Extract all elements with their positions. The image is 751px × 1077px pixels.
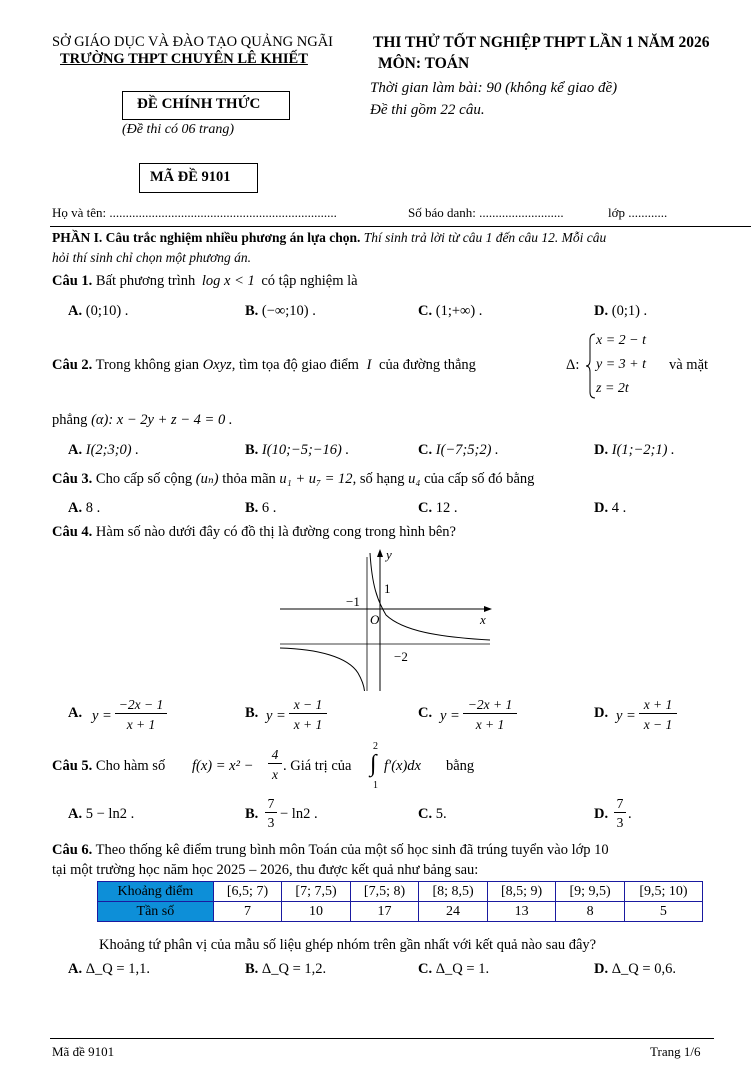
- option-text: 5.: [435, 806, 447, 822]
- question-3: [52, 471, 534, 488]
- option-letter: C.: [418, 303, 433, 319]
- question-2: [52, 357, 476, 374]
- option-text: I(−7;5;2) .: [435, 442, 499, 458]
- q3-option-a[interactable]: [68, 500, 100, 517]
- option-letter: A.: [68, 303, 83, 319]
- option-letter: A.: [68, 961, 83, 977]
- question-5: [52, 758, 165, 775]
- table-cell: [7; 7,5): [282, 882, 351, 902]
- option-letter: A.: [68, 500, 83, 516]
- q2-option-b[interactable]: [245, 442, 349, 459]
- part1-instructions-2: hỏi thí sinh chỉ chọn một phương án.: [52, 250, 252, 265]
- table-row: [98, 882, 703, 902]
- q4-option-c[interactable]: [418, 705, 432, 722]
- official-label: ĐỀ CHÍNH THỨC: [137, 96, 261, 112]
- official-box: [122, 91, 290, 120]
- option-letter: A.: [68, 806, 83, 822]
- q1-option-a[interactable]: [68, 303, 128, 320]
- table-cell: 13: [487, 902, 556, 922]
- option-letter: A.: [68, 705, 83, 721]
- q5-integrand: f′(x)dx: [384, 758, 421, 774]
- q4-option-b[interactable]: [245, 705, 258, 722]
- q2-option-c[interactable]: [418, 442, 499, 459]
- question-6: [52, 842, 609, 859]
- q5-d-num: 7: [614, 796, 626, 813]
- footer-divider: [50, 1038, 714, 1039]
- department-name: SỞ GIÁO DỤC VÀ ĐÀO TẠO QUẢNG NGÃI: [52, 34, 334, 50]
- table-cell: [6,5; 7): [213, 882, 282, 902]
- graph-origin-label: O: [370, 612, 380, 627]
- option-letter: B.: [245, 442, 259, 458]
- q5-option-b[interactable]: [245, 806, 258, 823]
- table-cell: 17: [350, 902, 419, 922]
- school-name: TRƯỜNG THPT CHUYÊN LÊ KHIẾT: [60, 51, 308, 67]
- q4-b-numerator: x − 1: [289, 697, 327, 714]
- q1-text2: có tập nghiệm là: [261, 273, 358, 289]
- q2-plane-eq: (α): x − 2y + z − 4 = 0 .: [91, 412, 233, 428]
- q5-b-num: 7: [265, 796, 277, 813]
- q5-option-d[interactable]: [594, 806, 608, 823]
- q5-text: Cho hàm số: [95, 758, 166, 774]
- frequency-table: [97, 881, 703, 922]
- table-cell: [9,5; 10): [624, 882, 702, 902]
- exam-code-box: [139, 163, 258, 193]
- q6-option-b[interactable]: [245, 961, 326, 978]
- q1-text: Bất phương trình: [95, 273, 196, 289]
- exam-title: THI THỬ TỐT NGHIỆP THPT LẦN 1 NĂM 2026: [373, 34, 710, 51]
- class-field: lớp ............: [608, 205, 668, 220]
- q6-line1: Theo thống kê điểm trung bình môn Toán của một số học sinh đã trúng tuyển vào lớp 10: [95, 842, 609, 858]
- q2-text2: , tìm tọa độ giao điểm: [231, 357, 359, 373]
- q2-point: I: [366, 357, 372, 373]
- option-letter: D.: [594, 705, 609, 721]
- table-cell: 8: [556, 902, 625, 922]
- table-cell: [8; 8,5): [419, 882, 488, 902]
- q3-text: Cho cấp số cộng: [95, 471, 193, 487]
- q1-math: log x < 1: [201, 273, 255, 289]
- q4-option-a[interactable]: [68, 705, 82, 722]
- question-count: Đề thi gồm 22 câu.: [370, 102, 485, 118]
- question-1: [52, 273, 358, 290]
- q5-d-den: 3: [616, 815, 624, 830]
- table-cell: 10: [282, 902, 351, 922]
- q4-option-d[interactable]: [594, 705, 608, 722]
- q2-oxyz: Oxyz: [202, 357, 232, 373]
- option-text: 12 .: [435, 500, 458, 516]
- option-text: I(1;−2;1) .: [611, 442, 675, 458]
- option-text: Δ_Q = 1,2.: [261, 961, 327, 977]
- part1-instructions: Thí sinh trả lời từ câu 1 đến câu 12. Mỗi câu: [360, 230, 607, 245]
- q5-text2: . Giá trị của: [283, 758, 352, 774]
- option-text: 8 .: [85, 500, 101, 516]
- option-text: Δ_Q = 1,1.: [85, 961, 150, 977]
- table-cell: [9; 9,5): [556, 882, 625, 902]
- option-letter: D.: [594, 500, 609, 516]
- table-cell: 7: [213, 902, 282, 922]
- option-letter: B.: [245, 806, 259, 822]
- q4-c-numerator: −2x + 1: [463, 697, 517, 714]
- q3-option-b[interactable]: [245, 500, 276, 517]
- q6-option-c[interactable]: [418, 961, 489, 978]
- q5-int-bot: 1: [373, 780, 378, 791]
- q4-d-numerator: x + 1: [639, 697, 677, 714]
- q4-label: Câu 4.: [52, 524, 93, 540]
- time-note: Thời gian làm bài: 90 (không kể giao đề): [370, 80, 618, 96]
- header-divider: [50, 226, 751, 227]
- q4-c-y: y =: [440, 708, 460, 724]
- option-letter: B.: [245, 303, 259, 319]
- q4-a-y: y =: [92, 708, 112, 724]
- q1-option-c[interactable]: [418, 303, 482, 320]
- table-cell: 5: [624, 902, 702, 922]
- q3-option-d[interactable]: [594, 500, 626, 517]
- q3-text3: , số hạng: [352, 471, 405, 487]
- q3-text2: thỏa mãn: [222, 471, 276, 487]
- q4-a-numerator: −2x − 1: [115, 697, 167, 714]
- option-text: 5 − ln2 .: [85, 806, 135, 822]
- q5-label: Câu 5.: [52, 758, 93, 774]
- table-header-cell: Khoảng điểm: [98, 882, 214, 902]
- curve-right-branch: [370, 553, 490, 640]
- part1-title: PHẦN I. Câu trắc nghiệm nhiều phương án lựa chọn.: [52, 230, 361, 245]
- question-4: [52, 524, 456, 541]
- q1-option-b[interactable]: [245, 303, 316, 320]
- pages-note: (Đề thi có 06 trang): [122, 122, 234, 137]
- option-letter: B.: [245, 961, 259, 977]
- q4-text: Hàm số nào dưới đây có đồ thị là đường cong trong hình bên?: [95, 524, 456, 540]
- graph-x-label: x: [480, 612, 486, 627]
- table-cell: [8,5; 9): [487, 882, 556, 902]
- q5-frac-den: x: [272, 767, 278, 782]
- exam-code-label: MÃ ĐỀ 9101: [150, 169, 231, 185]
- option-letter: D.: [594, 961, 609, 977]
- q6-label: Câu 6.: [52, 842, 93, 858]
- graph-neg2-label: −2: [394, 649, 408, 664]
- footer-exam-code: Mã đề 9101: [52, 1044, 115, 1059]
- option-letter: D.: [594, 442, 609, 458]
- option-letter: C.: [418, 961, 433, 977]
- q5-option-c[interactable]: [418, 806, 447, 823]
- q4-a-denominator: x + 1: [126, 717, 156, 732]
- graph-pos1-label: 1: [384, 581, 391, 596]
- q5-text3: bằng: [446, 758, 475, 774]
- q5-d-dot: .: [628, 806, 632, 822]
- option-text: I(10;−5;−16) .: [261, 442, 350, 458]
- option-text: Δ_Q = 0,6.: [611, 961, 676, 977]
- q2-text4: và mặt: [669, 357, 709, 373]
- q2-plane-word: phẳng: [52, 412, 88, 428]
- subject-label: MÔN: TOÁN: [378, 55, 470, 72]
- q6-option-a[interactable]: [68, 961, 150, 978]
- y-axis-arrow-icon: [377, 549, 383, 557]
- q2-system-3: z = 2t: [596, 381, 629, 396]
- q3-sequence: (uₙ): [195, 471, 219, 487]
- student-id-field: Số báo danh: ..........................: [408, 205, 564, 220]
- table-cell: 24: [419, 902, 488, 922]
- q1-label: Câu 1.: [52, 273, 93, 289]
- q4-d-y: y =: [616, 708, 636, 724]
- q4-graph: [278, 545, 500, 693]
- q2-plane-line: [52, 412, 232, 429]
- footer-page-number: Trang 1/6: [650, 1044, 701, 1059]
- option-text: (1;+∞) .: [435, 303, 483, 319]
- student-name-field: Họ và tên: ......................................................................: [52, 205, 337, 220]
- q2-option-d[interactable]: [594, 442, 675, 459]
- option-letter: A.: [68, 442, 83, 458]
- q6-line2: tại một trường học năm học 2025 – 2026, thu được kết quả như bảng sau:: [52, 862, 479, 878]
- q2-option-a[interactable]: [68, 442, 139, 459]
- option-letter: C.: [418, 500, 433, 516]
- q5-b-tail: − ln2 .: [280, 806, 318, 822]
- q2-label: Câu 2.: [52, 357, 93, 373]
- q5-option-a[interactable]: [68, 806, 134, 823]
- q4-b-y: y =: [266, 708, 286, 724]
- q1-option-d[interactable]: [594, 303, 647, 320]
- part1-heading: [52, 230, 606, 246]
- q5-b-den: 3: [267, 815, 275, 830]
- q3-label: Câu 3.: [52, 471, 93, 487]
- option-text: (0;1) .: [611, 303, 648, 319]
- option-text: 6 .: [261, 500, 277, 516]
- option-text: Δ_Q = 1.: [435, 961, 490, 977]
- option-letter: C.: [418, 705, 433, 721]
- graph-y-label: y: [386, 547, 392, 562]
- option-letter: D.: [594, 806, 609, 822]
- q2-text3: của đường thẳng: [379, 357, 476, 373]
- q5-function: f(x) = x² −: [192, 758, 254, 774]
- q2-delta: Δ:: [566, 357, 580, 373]
- q4-b-denominator: x + 1: [293, 717, 323, 732]
- q3-condition: u₁ + u₇ = 12: [279, 471, 353, 487]
- option-text: I(2;3;0) .: [85, 442, 139, 458]
- q2-system-1: x = 2 − t: [596, 333, 646, 348]
- q2-text: Trong không gian: [95, 357, 200, 373]
- curve-left-branch: [280, 648, 365, 691]
- q3-text4: của cấp số đó bằng: [424, 471, 535, 487]
- option-letter: D.: [594, 303, 609, 319]
- option-text: 4 .: [611, 500, 627, 516]
- option-text: (−∞;10) .: [261, 303, 316, 319]
- q2-system-2: y = 3 + t: [596, 357, 646, 372]
- q3-term: u₄: [408, 471, 421, 487]
- q4-c-denominator: x + 1: [475, 717, 505, 732]
- option-letter: C.: [418, 806, 433, 822]
- q6-question: Khoảng tứ phân vị của mẫu số liệu ghép nhóm trên gần nhất với kết quả nào sau đây?: [99, 937, 597, 953]
- q4-d-denominator: x − 1: [643, 717, 673, 732]
- graph-neg1-label: −1: [346, 594, 360, 609]
- q5-frac-num: 4: [268, 747, 282, 764]
- table-row: [98, 902, 703, 922]
- option-letter: B.: [245, 500, 259, 516]
- integral-icon: ∫: [370, 751, 377, 777]
- option-letter: B.: [245, 705, 259, 721]
- q5-int-top: 2: [373, 741, 378, 752]
- q6-option-d[interactable]: [594, 961, 676, 978]
- q3-option-c[interactable]: [418, 500, 457, 517]
- option-text: (0;10) .: [85, 303, 129, 319]
- table-header-cell: Tần số: [98, 902, 214, 922]
- option-letter: C.: [418, 442, 433, 458]
- table-cell: [7,5; 8): [350, 882, 419, 902]
